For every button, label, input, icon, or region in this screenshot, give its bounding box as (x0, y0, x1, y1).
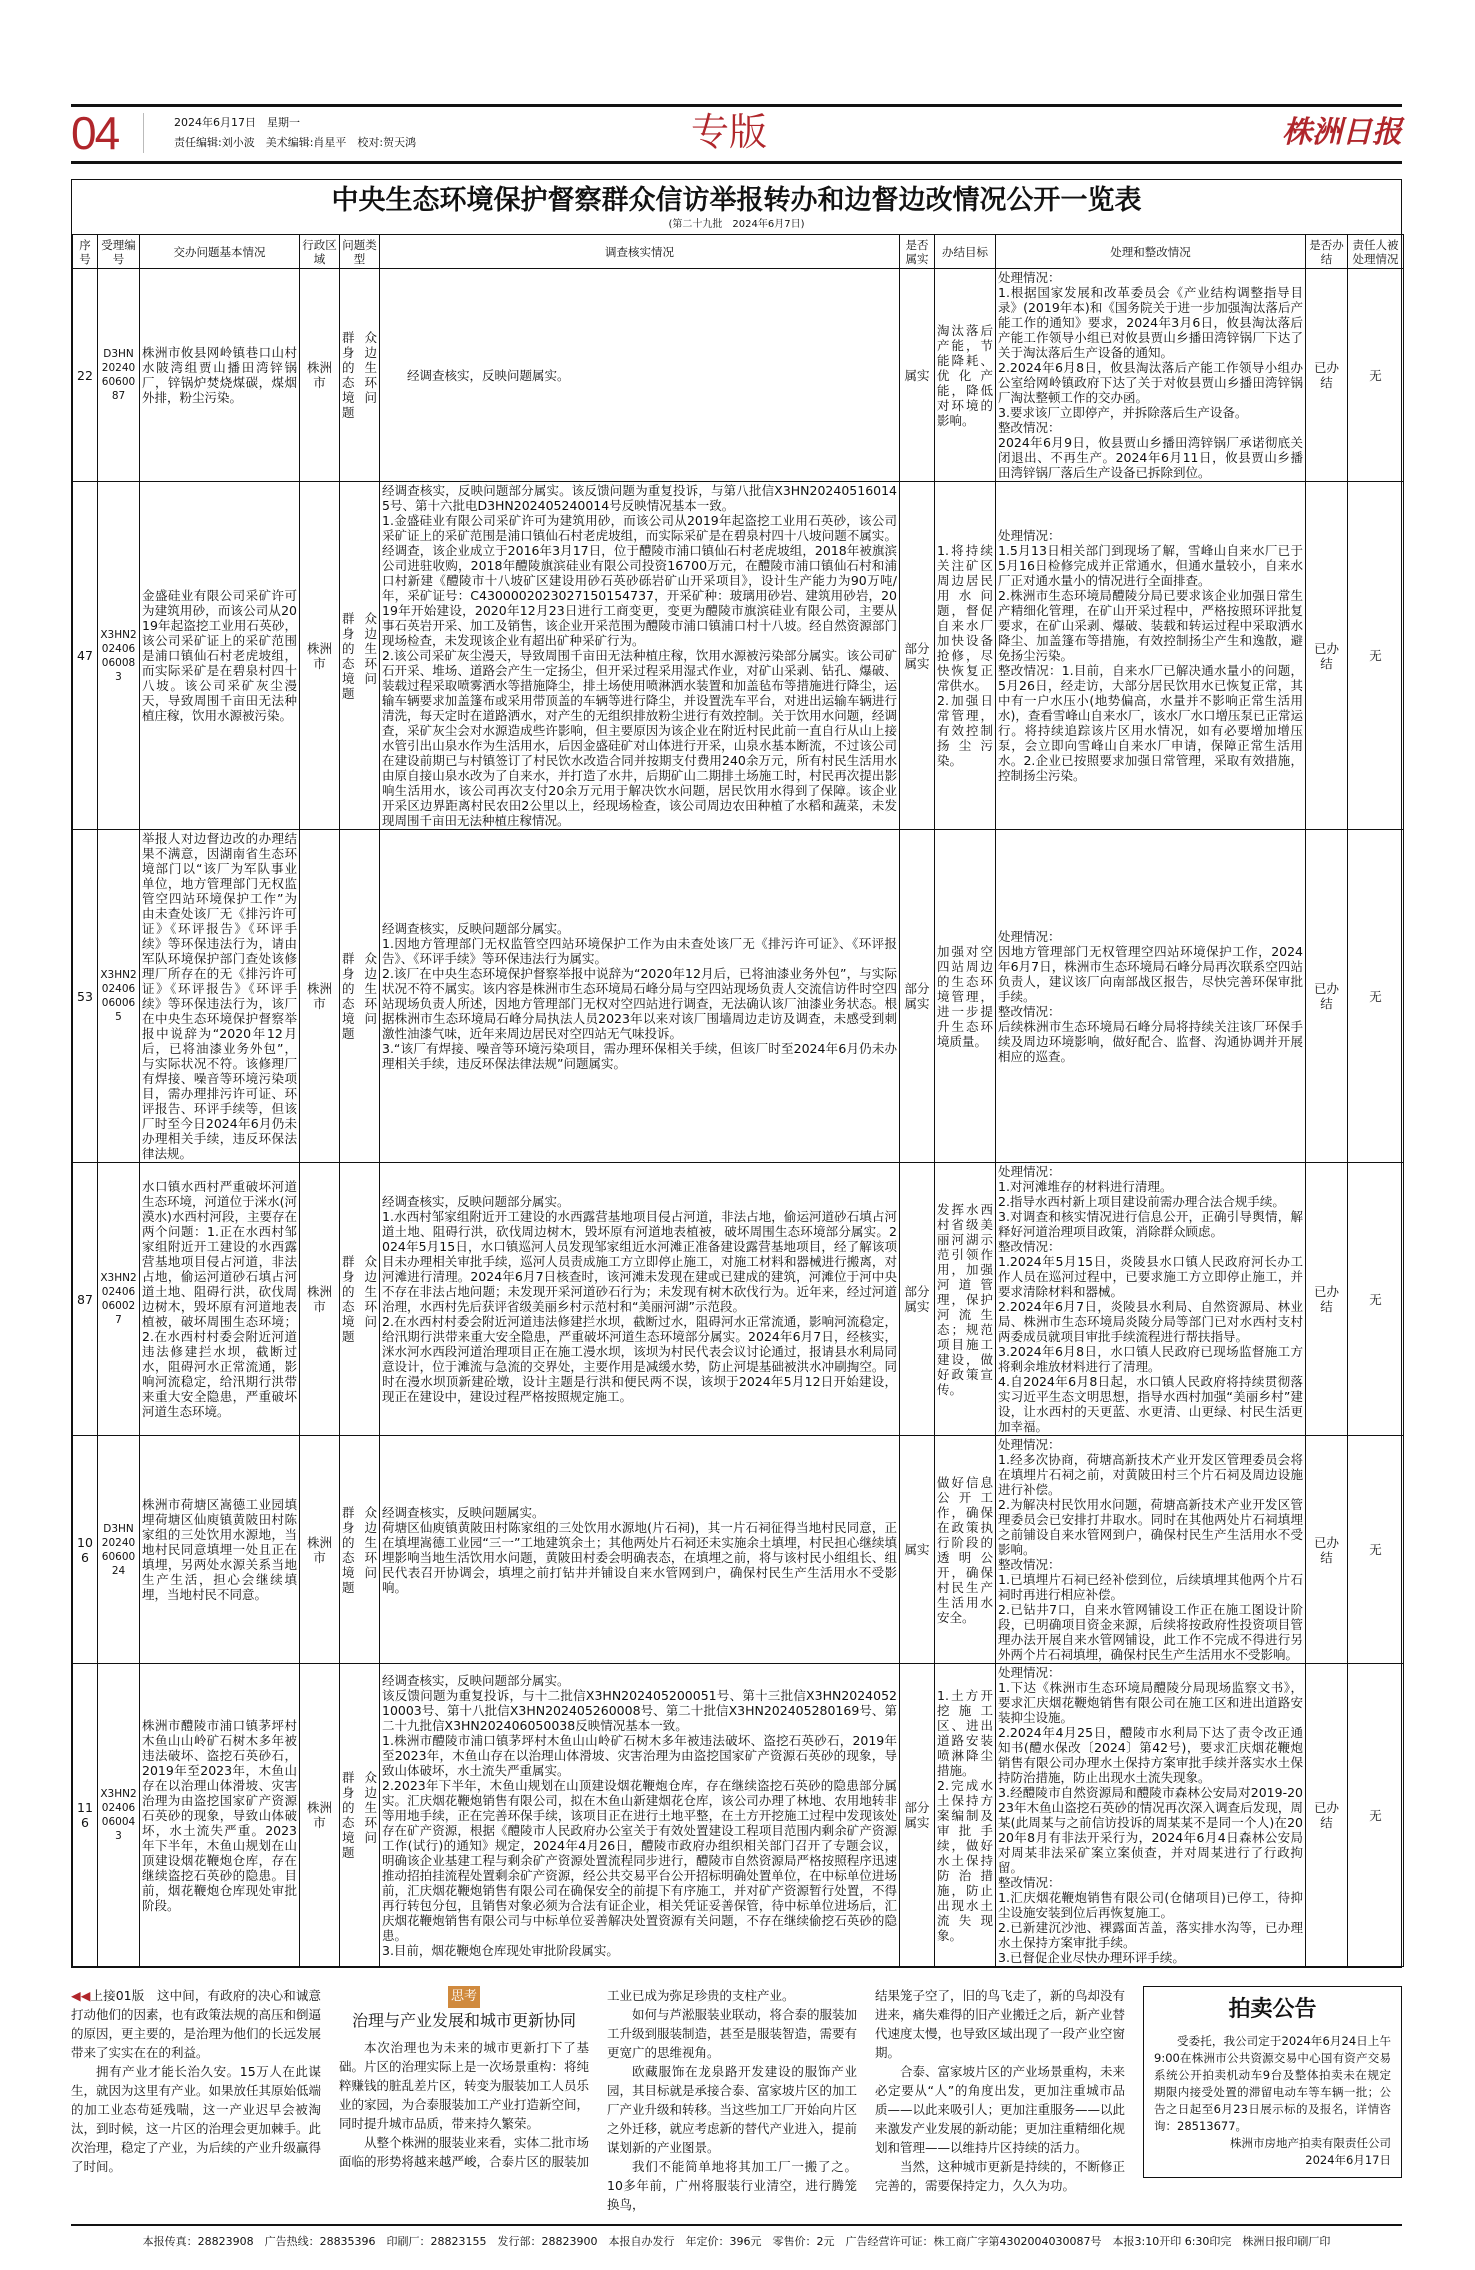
row-seq: 87 (73, 1163, 98, 1436)
row-region: 株洲市 (300, 830, 340, 1163)
row-responsible: 无 (1348, 269, 1404, 482)
page (71, 0, 1402, 2270)
masthead-meta (174, 113, 416, 153)
row-investigation: 经调查核实，反映问题部分属实。 1.水西村邹家组附近开工建设的水西露营基地项目侵占河道，非法占地，偷运河道砂石填占河道土地、阻碍行洪，砍伐周边树木，毁坏原有河道地表植被，破坏周围生态环境部分属实。2024年5月15日，水口镇巡河人员发现邹家组近水河滩正准备建设露营基地项目，经了解该项目未办理相关审批手续，巡河人员责成施工方立即停止施工，对施工材料和器械进行搬离，对河滩进行清理。2024年6月7日核查时，该河滩未发现在建或已建成的建筑，河滩位于河中央不存在非法占地问题；未发现开采河道砂石行为；未发现有树木砍伐行为。近年来，经过河道治理，水西村先后获评省级美丽乡村示范村和“美丽河湖”示范段。 2.在水西村村委会附近河道违法修建拦水坝，截断过水，阻碍河水正常流通，影响河流稳定，给汛期行洪带来重大安全隐患，严重破坏河道生态环境部分属实。2024年6月7日，经核实，洣水河水西段河道治理项目正在施工漫水坝，该坝为村民代表会议讨论通过，报请县水利局同意设计，位于滩流与急流的交界处，主要作用是减缓水势，防止河堤基础被洪水冲刷掏空。同时在漫水坝顶新建砼墩，设计主题是行洪和便民两不误，该坝于2024年5月12日开始建设，现正在建设中，建设过程严格按照规定施工。 (380, 1163, 900, 1436)
row-target: 做好信息公开工作，确保在政策执行阶段的透明公开，确保村民生产生活用水安全。 (935, 1436, 996, 1664)
row-code: X3HN202406060027 (98, 1163, 140, 1436)
header-seq: 序号 (73, 235, 98, 269)
row-target: 1.将持续关注矿区周边居民用水问题，督促自来水厂加快设备抢修，尽快恢复正常供水。 2.加强日常管理，有效控制扬尘污染。 (935, 482, 996, 830)
header-investigation: 调查核实情况 (380, 235, 900, 269)
auction-title: 拍卖公告 (1228, 1997, 1317, 2022)
masthead (71, 107, 1402, 161)
row-handling: 处理情况： 1.根据国家发展和改革委员会《产业结构调整指导目录》(2019年本)和《国务院关于进一步加强淘汰落后产能工作的通知》要求，2024年3月6日，攸县淘汰落后产能工作领导小组已对攸县贾山乡播田湾锌锅厂下达了关于淘汰落后生产设备的通知。 2.2024年6月8日，攸县淘汰落后产能工作领导小组办公室给网岭镇政府下达了关于对攸县贾山乡播田湾锌锅厂淘汰整顿工作的交办函。 3.要求该厂立即停产，并拆除落后生产设备。 整改情况： 2024年6月9日，攸县贾山乡播田湾锌锅厂承诺彻底关闭退出、不再生产。2024年6月11日，攸县贾山乡播田湾锌锅厂落后生产设备已拆除到位。 (996, 269, 1306, 482)
row-investigation: 经调查核实，反映问题部分属实。 该反馈问题为重复投诉，与十二批信X3HN202405200051号、第十三批信X3HN202405210003号、第十八批信X3HN202405260008号、第二十批信X3HN202405280169号、第二十九批信X3HN202406050038反映情况基本一致。 1.株洲市醴陵市浦口镇茅坪村木鱼山山岭矿石树木多年被违法破坏、盗挖石英砂石，2019年至2023年，木鱼山存在以治理山体滑坡、灾害治理为由盗挖国家矿产资源石英砂的现象，导致山体破坏，水土流失严重属实。 2.2023年下半年，木鱼山规划在山顶建设烟花鞭炮仓库，存在继续盗挖石英砂的隐患部分属实。汇庆烟花鞭炮销售有限公司，拟在木鱼山新建烟花仓库，该公司办理了林地、农用地转非等用地手续，正在完善环保手续，该项目正在进行土地平整，在土方开挖施工过程中发现该处存在矿产资源，根据《醴陵市人民政府办公室关于有效处置建设工程项目范围内剩余矿产资源工作(试行)的通知》规定，2024年4月26日，醴陵市政府办组织相关部门召开了专题会议，明确该企业基建工程与剩余矿产资源处置流程同步进行，醴陵市自然资源局严格按照程序迅速推动招拍挂流程处置剩余矿产资源，经公共交易平台公开招标明确处置单位，在中标单位进场前，汇庆烟花鞭炮销售有限公司在确保安全的前提下有序施工，并对矿产资源暂行处置，不得再行转包分包，且销售对象必须为合法有证企业，相关凭证妥善保管，待中标单位进场后，汇庆烟花鞭炮销售有限公司与中标单位妥善解决处置资源有关问题，不存在继续偷挖石英砂的隐患。 3.目前，烟花鞭炮仓库现处审批阶段属实。 (380, 1664, 900, 1967)
row-verified: 部分属实 (900, 830, 935, 1163)
paragraph: 合泰、富家坡片区的产业场景重构，未来必定要从“人”的角度出发，更加注重城市品质——以此来吸引人；更加注重服务——以此来激发产业发展的新动能；更加注重精细化规划和管理——以维持片区持续的活力。 (875, 2064, 1126, 2155)
paragraph: 欧藏服饰在龙泉路开发建设的服饰产业园，其目标就是承接合泰、富家坡片区的加工厂产业升级和转移。当这些加工厂开始向片区之外迁移，就应考虑新的替代产业进入，提前谋划新的产业图景。 (607, 2064, 858, 2155)
article-col-4 (875, 1986, 1125, 2195)
row-region: 株洲市 (300, 1664, 340, 1967)
row-issue: 株洲市荷塘区嵩德工业园填埋荷塘区仙庾镇黄陂田村陈家组的三处饮用水源地，当地村民同意填埋一处且正在填埋，另两处水源关系当地生产生活，担心会继续填埋，当地村民不同意。 (140, 1436, 300, 1664)
header-handling: 处理和整改情况 (996, 235, 1306, 269)
header-done: 是否办结 (1306, 235, 1348, 269)
header-type: 问题类型 (340, 235, 380, 269)
table-header-row (73, 235, 1404, 269)
continue-arrow-icon: ◀◀ (71, 1988, 91, 2003)
footer-info: 本报传真：28823908 广告热线：28835396 印刷厂：28823155 发行部：28823900 本报自办发行 年定价：396元 零售价：2元 广告经营许可证：株工商广字第4302004030087号 本报3:10开印 6:30印完 株洲日报印刷厂印 (142, 2235, 1331, 2248)
row-issue: 金盛硅业有限公司采矿许可为建筑用砂，而该公司从2019年起盗挖工业用石英砂，该公司采矿证上的采矿范围是浦口镇仙石村老虎坡组，而实际采矿是在碧泉村四十八坡。该公司采矿灰尘漫天，导致周围千亩田无法种植庄稼，饮用水源被污染。 (140, 482, 300, 830)
row-verified: 部分属实 (900, 1664, 935, 1967)
auction-company: 株洲市房地产拍卖有限责任公司 (1230, 2136, 1391, 2150)
paragraph: 结果笼子空了，旧的鸟飞走了，新的鸟却没有进来，痛失难得的旧产业搬迁之后，新产业替代速度太慢，也导致区域出现了一段产业空窗期。 (875, 1988, 1126, 2060)
table-row (73, 1436, 1404, 1664)
row-handling: 处理情况： 1.下达《株洲市生态环境局醴陵分局现场监察文书》，要求汇庆烟花鞭炮销售有限公司在施工区和进出道路安装抑尘设施。 2.2024年4月25日，醴陵市水利局下达了责令改正通知书(醴水保改〔2024〕第42号)，要求汇庆烟花鞭炮销售有限公司办理水土保持方案审批手续并落实水土保持防治措施，防止出现水土流失现象。 3.经醴陵市自然资源局和醴陵市森林公安局对2019-2023年木鱼山盗挖石英砂的情况再次深入调查后发现，周某(此周某与之前信访投诉的周某某不是同一个人)在2020年8月有非法开采行为，2024年6月4日森林公安局对周某非法采矿案立案侦查，并对周某进行了行政拘留。 整改情况： 1.汇庆烟花鞭炮销售有限公司(仓储项目)已停工，待抑尘设施安装到位后再恢复施工。 2.已新建沉沙池、裸露面苫盖，落实排水沟等，已办理水土保持方案审批手续。 3.已督促企业尽快办理环评手续。 (996, 1664, 1306, 1967)
header-responsible: 责任人被处理情况 (1348, 235, 1404, 269)
auction-notice (1143, 1986, 1402, 2178)
page-number: 04 (71, 107, 119, 159)
article-col-2 (339, 1986, 589, 2171)
row-type: 群众身边的生态环境问题 (340, 830, 380, 1163)
row-verified: 部分属实 (900, 1163, 935, 1436)
row-type: 群众身边的生态环境问题 (340, 1163, 380, 1436)
row-type: 群众身边的生态环境问题 (340, 269, 380, 482)
row-investigation: 经调查核实，反映问题属实。 (380, 269, 900, 482)
article-col-3 (607, 1986, 857, 2214)
footer-rule (71, 2224, 1402, 2226)
article-heading: 治理与产业发展和城市更新协同 (351, 2011, 576, 2030)
row-done: 已办结 (1306, 269, 1348, 482)
row-handling: 处理情况： 1.经多次协商，荷塘高新技术产业开发区管理委员会将在填埋片石祠之前，对黄陂田村三个片石祠及周边设施进行补偿。 2.为解决村民饮用水问题，荷塘高新技术产业开发区管理委员会已安排打井取水。同时在其他两处片石祠填埋之前铺设自来水管网到户，确保村民生产生活用水不受影响。 整改情况： 1.已填埋片石祠已经补偿到位，后续填埋其他两个片石祠时再进行相应补偿。 2.已钻井7口，自来水管网铺设工作正在施工图设计阶段，已明确项目资金来源，后续将按政府性投资项目管理办法开展自来水管网铺设，此工作不完成不得进行另外两个片石祠填埋，确保村民生产生活用水不受影响。 (996, 1436, 1306, 1664)
date-line: 2024年6月17日 星期一 (174, 116, 300, 129)
row-handling: 处理情况： 1.对河滩堆存的材料进行清理。 2.指导水西村新上项目建设前需办理合法合规手续。 3.对调查和核实情况进行信息公开，正确引导舆情，解释好河道治理项目政策，消除群众顾虑。 整改情况： 1.2024年5月15日，炎陵县水口镇人民政府河长办工作人员在巡河过程中，已要求施工方立即停止施工，并要求清除材料和器械。 2.2024年6月7日，炎陵县水利局、自然资源局、林业局、株洲市生态环境局炎陵分局等部门已对水西村支村两委成员就项目审批手续流程进行帮扶指导。 3.2024年6月8日，水口镇人民政府已现场监督施工方将剩余堆放材料进行了清理。 4.自2024年6月8日起，水口镇人民政府将持续贯彻落实习近平生态文明思想，指导水西村加强“美丽乡村”建设，让水西村的天更蓝、水更清、山更绿、村民生活更加幸福。 (996, 1163, 1306, 1436)
table-row (73, 1163, 1404, 1436)
header-issue: 交办问题基本情况 (140, 235, 300, 269)
row-responsible: 无 (1348, 1163, 1404, 1436)
row-done: 已办结 (1306, 830, 1348, 1163)
row-seq: 47 (73, 482, 98, 830)
row-handling: 处理情况： 1.5月13日相关部门到现场了解，雪峰山自来水厂已于5月16日检修完成并正常通水，但通水量较小，自来水厂正对通水量小的情况进行全面排查。 2.株洲市生态环境局醴陵分局已要求该企业加强日常生产精细化管理，在矿山开采过程中，严格按照环评批复要求，在矿山采剥、爆破、装载和转运过程中采取洒水降尘、加盖篷布等措施，有效控制扬尘产生和逸散，避免扬尘污染。 整改情况：1.目前，自来水厂已解决通水量小的问题，5月26日，经走访，大部分居民饮用水已恢复正常，其中有一户水压小(地势偏高，水量并不影响正常生活用水)，查看雪峰山自来水厂，该水厂水口增压泵已正常运行。将持续追踪该片区用水情况，如有必要增加增压泵，会立即向雪峰山自来水厂申请，保障正常生活用水。2.企业已按照要求加强日常管理，采取有效措施，控制扬尘污染。 (996, 482, 1306, 830)
row-investigation: 经调查核实，反映问题部分属实。该反馈问题为重复投诉，与第八批信X3HN202405160145号、第十六批电D3HN202405240014号反映情况基本一致。 1.金盛硅业有限公司采矿许可为建筑用砂，而该公司从2019年起盗挖工业用石英砂，该公司采矿证上的采矿范围是浦口镇仙石村老虎坡组，而实际采矿是在碧泉村四十八坡问题不属实。经调查，该企业成立于2016年3月17日，位于醴陵市浦口镇仙石村老虎坡组，2018年被旗滨公司进驻收购，2018年醴陵旗滨硅业有限公司投资16700万元，在醴陵市浦口镇仙石村和浦口村新建《醴陵市十八坡矿区建设用砂石英砂砾岩矿山开采项目》，设计生产能力为90万吨/年，采矿证号：C4300002023027150154737，开采矿种：玻璃用砂岩、建筑用砂岩，2019年开始建设，2020年12月23日进行工商变更，变更为醴陵市旗滨硅业有限公司，主要从事石英岩开采、加工及销售，该企业开采范围为醴陵市浦口镇浦口村十八坡。经自然资源部门现场检查，未发现该企业有超出矿种采矿行为。 2.该公司采矿灰尘漫天，导致周围千亩田无法种植庄稼，饮用水源被污染部分属实。该公司矿石开采、堆场、道路会产生一定扬尘，但开采过程采用湿式作业，对矿山采剥、钻孔、爆破、装载过程采取喷雾洒水等措施降尘，排土场使用喷淋洒水装置和加盖毡布等措施进行降尘，运输车辆要求加盖篷布或采用带顶盖的车辆等进行降尘，并设置洗车平台，对进出运输车辆进行清洗，每天定时在道路洒水，对产生的无组织排放粉尘进行有效控制。关于饮用水问题，经调查，采矿灰尘会对水源造成些许影响，但主要原因为该企业在附近村民此前一直自行从山上接水管引出山泉水作为生活用水，后因金盛硅矿对山体进行开采，山泉水基本断流，不过该公司在建设前期已与村镇签订了村民饮水改造合同并按期支付费用240余万元，所有村民生活用水由原自接山泉水改为了自来水，并打造了水井，后期矿山二期排土场施工时，村民再次提出影响生活用水，该公司再次支付20余万元用于解决饮水问题，居民饮用水得到了保障。该企业开采区边界距离村民农田2公里以上，经现场检查，该公司周边农田种植了水稻和蔬菜，未发现周围千亩田无法种植庄稼情况。 (380, 482, 900, 830)
header-region: 行政区域 (300, 235, 340, 269)
row-verified: 属实 (900, 1436, 935, 1664)
table-row (73, 1664, 1404, 1967)
row-done: 已办结 (1306, 1436, 1348, 1664)
paragraph: 我们不能简单地将其加工厂一搬了之。10多年前，广州将服装行业清空，进行腾笼换鸟， (607, 2159, 857, 2212)
row-responsible: 无 (1348, 830, 1404, 1163)
row-responsible: 无 (1348, 1436, 1404, 1664)
table-subtitle: (第二十九批 2024年6月7日) (668, 219, 805, 230)
row-target: 1.土方开挖施工区、进出道路安装喷淋降尘措施。 2.完成水土保持方案编制及审批手续，做好水土保持防治措施，防止出现水土流失现象。 (935, 1664, 996, 1967)
paragraph: 如何与芦淞服装业联动，将合泰的服装加工升级到服装制造，甚至是服装智造，需要有更宽广的思维视角。 (607, 2007, 858, 2060)
row-done: 已办结 (1306, 482, 1348, 830)
row-responsible: 无 (1348, 1664, 1404, 1967)
paragraph: 从整个株洲的服装业来看，实体二批市场面临的形势将越来越严峻，合泰片区的服装加 (339, 2135, 590, 2169)
row-target: 淘汰落后产能，节能降耗、优化产能，降低对环境的影响。 (935, 269, 996, 482)
row-verified: 部分属实 (900, 482, 935, 830)
section-title: 专版 (691, 110, 768, 154)
table-row (73, 269, 1404, 482)
row-region: 株洲市 (300, 1436, 340, 1664)
header-verified: 是否属实 (900, 235, 935, 269)
table-row (73, 830, 1404, 1163)
row-code: X3HN202406060083 (98, 482, 140, 830)
row-seq: 22 (73, 269, 98, 482)
row-code: D3HN202406060087 (98, 269, 140, 482)
table-row (73, 482, 1404, 830)
row-issue: 株洲市攸县网岭镇巷口山村水陂湾组贾山播田湾锌锅厂，锌锅炉焚烧煤碳，煤烟外排，粉尘污染。 (140, 269, 300, 482)
table-title: 中央生态环境保护督察群众信访举报转办和边督边改情况公开一览表 (331, 185, 1142, 216)
row-issue: 水口镇水西村严重破坏河道生态环境，河道位于洣水(河漠水)水西村河段，主要存在两个问题：1.正在水西村邹家组附近开工建设的水西露营基地项目侵占河道，非法占地，偷运河道砂石填占河道土地、阻碍行洪，砍伐周边树木，毁坏原有河道地表植被，破坏周围生态环境；2.在水西村村委会附近河道违法修建拦水坝，截断过水，阻碍河水正常流通，影响河流稳定，给汛期行洪带来重大安全隐患，严重破坏河道生态环境。 (140, 1163, 300, 1436)
header-rule (71, 161, 1402, 164)
disclosure-table (71, 179, 1402, 1968)
row-code: X3HN202406060065 (98, 830, 140, 1163)
auction-date: 2024年6月17日 (1305, 2153, 1391, 2167)
row-issue: 株洲市醴陵市浦口镇茅坪村木鱼山山岭矿石树木多年被违法破坏、盗挖石英砂石，2019年至2023年，木鱼山存在以治理山体滑坡、灾害治理为由盗挖国家矿产资源石英砂的现象，导致山体破坏，水土流失严重。2023年下半年，木鱼山规划在山顶建设烟花鞭炮仓库，存在继续盗挖石英砂的隐患。目前，烟花鞭炮仓库现处审批阶段。 (140, 1664, 300, 1967)
row-seq: 106 (73, 1436, 98, 1664)
row-seq: 116 (73, 1664, 98, 1967)
paragraph: 本次治理也为未来的城市更新打下了基础。片区的治理实际上是一次场景重构：将纯粹赚钱的脏乱差片区，转变为服装加工人员乐业的家园，为合泰服装加工产业打造新空间，同时提升城市品质，带来持久繁荣。 (339, 2040, 590, 2131)
row-investigation: 经调查核实，反映问题部分属实。 1.因地方管理部门无权监管空四站环境保护工作为由未查处该厂无《排污许可证》、《环评报告》、《环评手续》等环保违法行为属实。 2.该厂在中央生态环境保护督察举报中说辞为“2020年12月后，已将油漆业务外包”，与实际状况不符不属实。该内容是株洲市生态环境局石峰分局与空四站现场负责人交流信访件时空四站现场负责人所述，因地方管理部门无权对空四站进行调查，无法确认该厂油漆业务状态。根据株洲市生态环境局石峰分局执法人员2023年以来对该厂围墙周边走访及调查，未感受到刺激性油漆气味，近年来周边居民对空四站无气味投诉。 3.“该厂有焊接、噪音等环境污染项目，需办理环保相关手续，但该厂时至2024年6月仍未办理相关手续，违反环保法律法规”问题属实。 (380, 830, 900, 1163)
row-region: 株洲市 (300, 1163, 340, 1436)
divider (143, 113, 144, 153)
article-section (71, 1986, 1402, 2214)
row-seq: 53 (73, 830, 98, 1163)
row-type: 群众身边的生态环境问题 (340, 1436, 380, 1664)
row-handling: 处理情况： 因地方管理部门无权管理空四站环境保护工作，2024年6月7日，株洲市生态环境局石峰分局再次联系空四站负责人，建议该厂向南部战区报告，尽快完善环保审批手续。 整改情况： 后续株洲市生态环境局石峰分局将持续关注该厂环保手续及周边环境影响，做好配合、监督、沟通协调并开展相应的巡查。 (996, 830, 1306, 1163)
row-region: 株洲市 (300, 482, 340, 830)
row-done: 已办结 (1306, 1664, 1348, 1967)
row-investigation: 经调查核实，反映问题属实。 荷塘区仙庾镇黄陂田村陈家组的三处饮用水源地(片石祠)，其一片石祠征得当地村民同意，正在填埋嵩德工业园“三一”工地建筑余土；其他两处片石祠还未实施余土填埋，村民担心继续填埋影响当地生活饮用水问题，黄陂田村委会明确表态，在填埋之前，将与该村民小组组长、组民代表召开协调会，填埋之前打钻井并铺设自来水管网到户，确保村民生产生活用水不受影响。 (380, 1436, 900, 1664)
row-issue: 举报人对边督边改的办理结果不满意，因湖南省生态环境部门以“该厂为军队事业单位，地方管理部门无权监管空四站环境保护工作”为由未查处该厂无《排污许可证》《环评报告》《环评手续》等环保违法行为，请由军队环境保护部门查处该修理厂所存在的无《排污许可证》《环评报告》《环评手续》等环保违法行为，该厂在中央生态环境保护督察举报中说辞为“2020年12月后，已将油漆业务外包”，与实际状况不符。该修理厂有焊接、噪音等环境污染项目，需办理排污许可证、环评报告、环评手续等，但该厂时至今日2024年6月仍未办理相关手续，违反环保法律法规。 (140, 830, 300, 1163)
paragraph: 拥有产业才能长治久安。15万人在此谋生，就因为这里有产业。如果放任其原始低端的加工业态苟延残喘，这一产业迟早会被淘汰，到时候，这一片区的治理会更加棘手。此次治理，稳定了产业，为后续的产业升级赢得了时间。 (71, 2064, 322, 2174)
opinion-tag: 思考 (448, 1986, 480, 2008)
row-target: 加强对空四站周边的生态环境管理，进一步提升生态环境质量。 (935, 830, 996, 1163)
header-code: 受理编号 (98, 235, 140, 269)
header-target: 办结目标 (935, 235, 996, 269)
continued-from[interactable]: 上接01版 (90, 1988, 145, 2003)
row-code: D3HN202406060024 (98, 1436, 140, 1664)
paragraph: 这中间，有政府的决心和诚意打动他们的因素，也有政策法规的高压和倒逼的原因，更主要的，是治理为他们的长远发展带来了实实在在的利益。 (71, 1988, 322, 2060)
row-code: X3HN202406060043 (98, 1664, 140, 1967)
paragraph: 工业已成为弥足珍贵的支柱产业。 (607, 1988, 795, 2003)
row-responsible: 无 (1348, 482, 1404, 830)
newspaper-logo: 株洲日报 (1282, 115, 1402, 150)
article-col-1 (71, 1986, 321, 2176)
auction-body: 受委托，我公司定于2024年6月24日上午9:00在株洲市公共资源交易中心国有资产交易系统公开拍卖机动车9台及整体拍卖未在规定期限内接受处置的滞留电动车等车辆一批；公告之日起至6月23日展示标的及报名，详情咨询：28513677。 (1154, 2034, 1391, 2133)
paragraph: 当然，这种城市更新是持续的，不断修正完善的，需要保持定力，久久为功。 (875, 2159, 1126, 2193)
row-verified: 属实 (900, 269, 935, 482)
row-type: 群众身边的生态环境问题 (340, 1664, 380, 1967)
row-region: 株洲市 (300, 269, 340, 482)
row-type: 群众身边的生态环境问题 (340, 482, 380, 830)
row-done: 已办结 (1306, 1163, 1348, 1436)
row-target: 发挥水西村省级美丽河湖示范引领作用，加强河道管理，保护河流生态；规范项目施工建设，做好政策宣传。 (935, 1163, 996, 1436)
editors-line: 责任编辑:刘小波 美术编辑:肖星平 校对:贺天鸿 (174, 136, 417, 149)
